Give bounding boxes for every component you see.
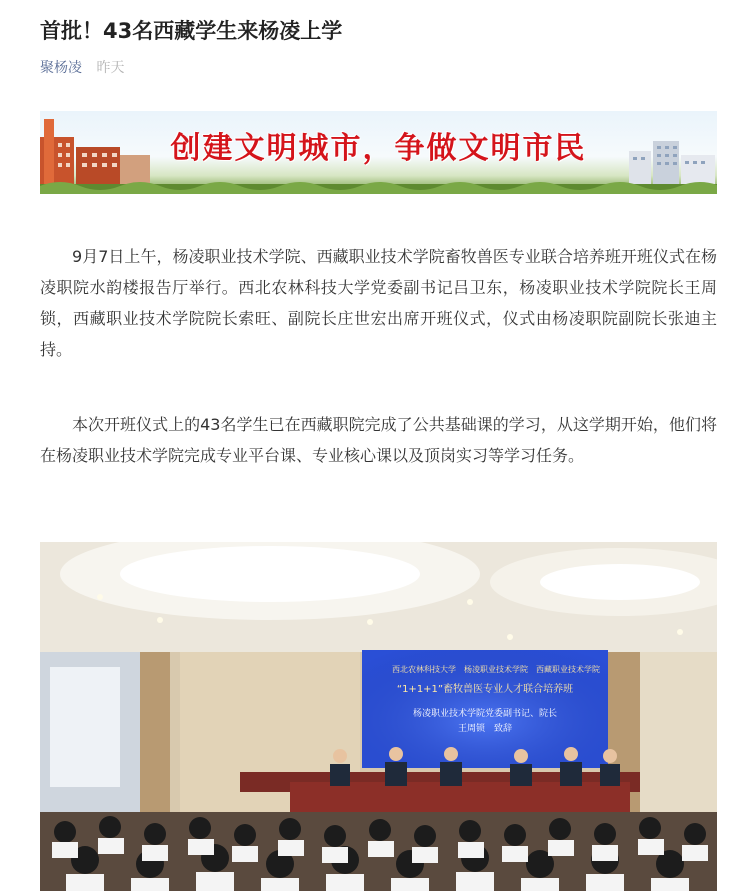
banner-slogan: 创建文明城市，争做文明市民 [170,131,587,166]
author-link[interactable]: 聚杨凌 [40,60,82,76]
screen-speaker-title-line: 杨凌职业技术学院党委副书记、院长 [412,709,557,719]
publish-time: 昨天 [96,60,125,76]
paragraph-1: 9月7日上午，杨凌职业技术学院、西藏职业技术学院畜牧兽医专业联合培养班开班仪式在杨凌职院水韵楼报告厅举行。西北农林科技大学党委副书记吕卫东，杨凌职业技术学院院长王周锁，西藏职业技术学院院长索旺、副院长庄世宏出席开班仪式，仪式由杨凌职院副院长张迪主持。 [40,247,717,359]
grass-illustration [40,178,717,194]
screen-program-line: “1+1+1”畜牧兽医专业人才联合培养班 [396,684,574,695]
ceremony-photo [40,542,717,891]
ceremony-scene-illustration [40,542,717,891]
article-title: 首批！43名西藏学生来杨凌上学 [40,19,343,43]
paragraph-2: 本次开班仪式上的43名学生已在西藏职院完成了公共基础课的学习，从这学期开始，他们将在杨凌职业技术学院完成专业平台课、专业核心课以及顶岗实习等学习任务。 [40,415,717,465]
screen-speaker-name-line: 王周锁 致辞 [457,724,512,734]
banner-image [40,111,717,194]
screen-schools-line: 西北农林科技大学 杨凌职业技术学院 西藏职业技术学院 [392,665,600,674]
article-meta [40,58,124,78]
